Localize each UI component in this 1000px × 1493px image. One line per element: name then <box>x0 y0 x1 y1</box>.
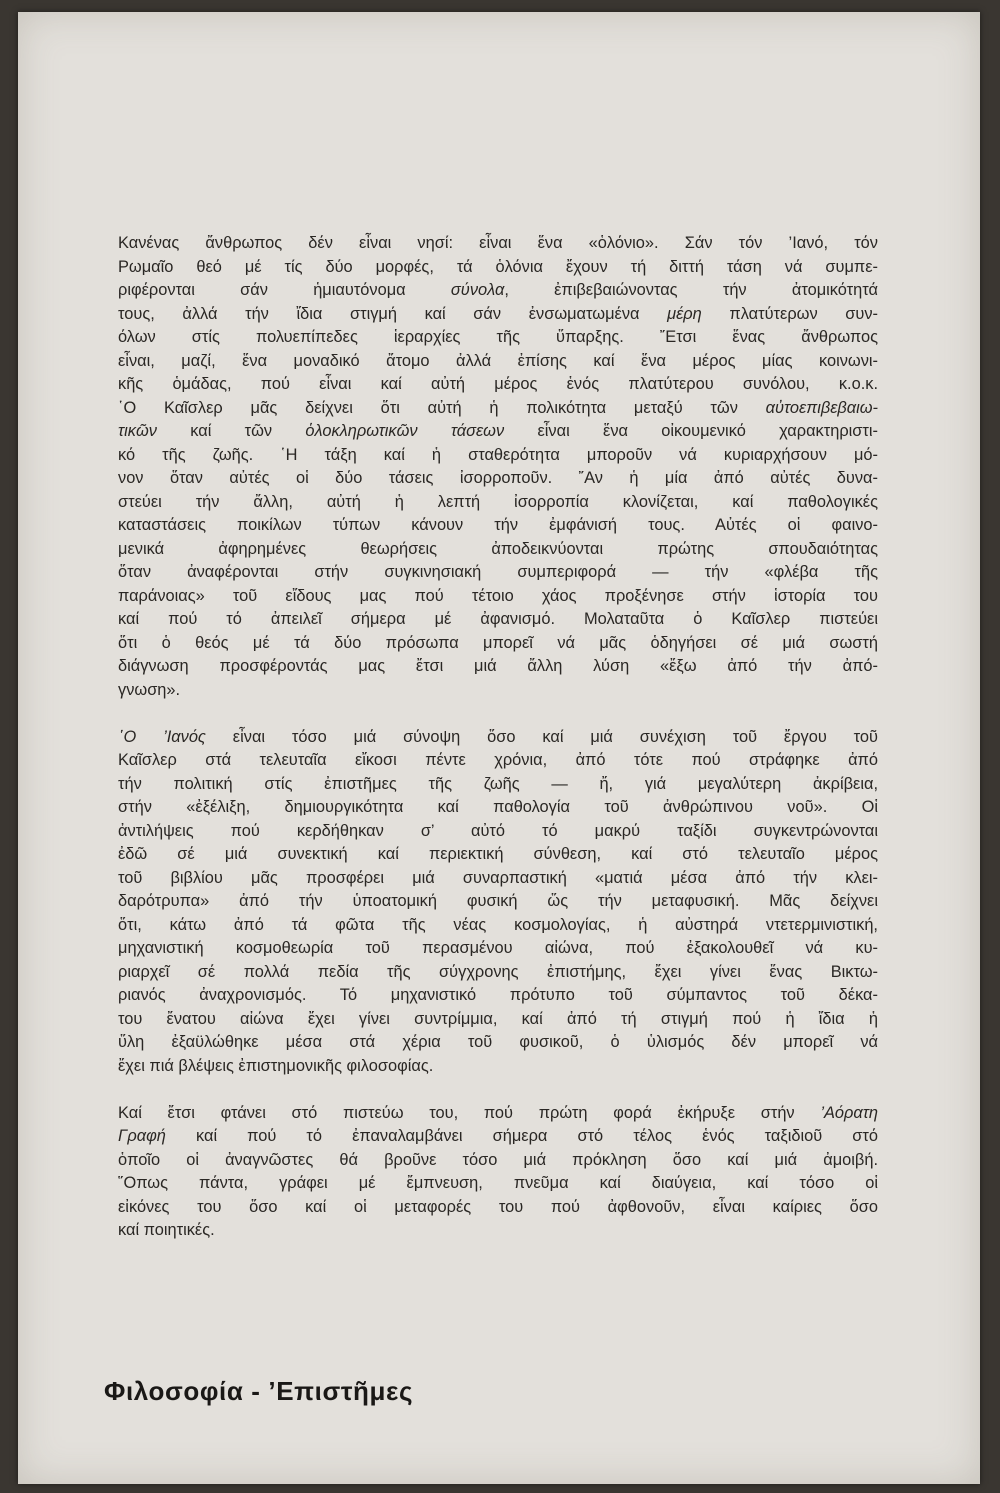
text-segment: στεύει τήν ἄλλη, αὐτή ἡ λεπτή ἰσορροπία κλονίζεται, καί παθολογικές <box>118 492 878 511</box>
text-segment: ὅτι, κάτω ἀπό τά φῶτα τῆς νέας κοσμολογίας, ἡ αὐστηρά ντετερμινιστική, <box>118 915 878 934</box>
text-segment: νον ὅταν αὐτές οἱ δύο τάσεις ἰσορροποῦν. ῎Αν ἡ μία ἀπό αὐτές δυνα- <box>118 469 878 487</box>
text-segment: ῾Ο Καῖσλερ μᾶς δείχνει ὅτι αὐτή ἡ πολικότητα μεταξύ τῶν <box>118 398 766 417</box>
text-segment: Καῖσλερ στά τελευταῖα εἴκοσι πέντε χρόνια, ἀπό τότε πού στράφηκε ἀπό <box>118 751 878 769</box>
text-segment: στήν «ἐξέλιξη, δημιουργικότητα καί παθολογία τοῦ ἀνθρώπινου νοῦ». Οἱ <box>118 798 878 816</box>
text-segment: Κανένας ἄνθρωπος δέν εἶναι νησί: εἶναι ἕνα «ὁλόνιο». Σάν τόν ’Ιανό, τόν <box>118 234 878 252</box>
text-segment: ὅταν ἀναφέρονται στήν συγκινησιακή συμπεριφορά — τήν «φλέβα τῆς <box>118 563 878 581</box>
text-segment: καί ποιητικές. <box>118 1221 215 1239</box>
text-segment: ῞Οπως πάντα, γράφει μέ ἔμπνευση, πνεῦμα καί διαύγεια, καί τόσο οἱ <box>118 1174 878 1192</box>
text-line <box>118 890 878 914</box>
text-line <box>118 561 878 585</box>
text-line <box>118 1031 878 1055</box>
text-line <box>118 232 878 256</box>
text-segment: ἀντιλήψεις πού κερδήθηκαν σ’ αὐτό τό μακρύ ταξίδι συγκεντρώνονται <box>118 821 878 840</box>
text-segment: ὁποῖο οἱ ἀναγνῶστες θά βροῦνε τόσο μιά πρόκληση ὅσο καί μιά ἀμοιβή. <box>118 1150 878 1169</box>
paragraph-3 <box>118 1102 878 1243</box>
text-segment: τοῦ βιβλίου μᾶς προσφέρει μιά συναρπαστική «ματιά μέσα ἀπό τήν κλει- <box>118 868 878 887</box>
italic-text: τικῶν <box>118 422 157 440</box>
text-line <box>118 350 878 374</box>
text-segment: ριανός ἀναχρονισμός. Τό μηχανιστικό πρότυπο τοῦ σύμπαντος τοῦ δέκα- <box>118 986 878 1004</box>
text-line <box>118 937 878 961</box>
text-line <box>118 1102 878 1126</box>
italic-text: ῾Ο ’Ιανός <box>118 727 206 746</box>
blurb-text <box>118 232 878 1243</box>
text-line <box>118 491 878 515</box>
text-line <box>118 679 878 703</box>
text-line <box>118 984 878 1008</box>
text-segment: ἐδῶ σέ μιά συνεκτική καί περιεκτική σύνθεση, καί στό τελευταῖο μέρος <box>118 845 878 863</box>
text-line <box>118 1008 878 1032</box>
text-line <box>118 1172 878 1196</box>
text-line <box>118 1149 878 1173</box>
text-line <box>118 303 878 327</box>
text-line <box>118 397 878 421</box>
text-line <box>118 843 878 867</box>
text-segment: τήν πολιτική στίς ἐπιστῆμες τῆς ζωῆς — ἤ, γιά μεγαλύτερη ἀκρίβεια, <box>118 774 878 793</box>
text-line <box>118 632 878 656</box>
text-line <box>118 796 878 820</box>
text-line <box>118 279 878 303</box>
text-line <box>118 914 878 938</box>
text-segment: μηχανιστική κοσμοθεωρία τοῦ περασμένου αἰώνα, πού ἐξακολουθεῖ νά κυ- <box>118 939 878 957</box>
text-line <box>118 326 878 350</box>
text-line <box>118 749 878 773</box>
paragraph-1 <box>118 232 878 702</box>
text-line <box>118 655 878 679</box>
text-segment: δαρότρυπα» ἀπό τήν ὑποατομική φυσική ὥς τήν μεταφυσική. Μᾶς δείχνει <box>118 892 878 910</box>
text-segment: εἶναι, μαζί, ἕνα μοναδικό ἄτομο ἀλλά ἐπίσης καί ἕνα μέρος μίας κοινωνι- <box>118 351 878 370</box>
italic-text: σύνολα <box>450 281 505 299</box>
paragraph-2 <box>118 726 878 1079</box>
text-line <box>118 867 878 891</box>
text-segment: τους, ἀλλά τήν ἴδια στιγμή καί σάν ἐνσωματωμένα <box>118 304 668 323</box>
italic-text: μέρη <box>667 304 702 323</box>
text-line <box>118 608 878 632</box>
text-segment: καί τῶν <box>156 422 306 440</box>
text-segment: κό τῆς ζωῆς. ῾Η τάξη καί ἡ σταθερότητα μποροῦν νά κυριαρχήσουν μό- <box>118 445 878 464</box>
text-line <box>118 373 878 397</box>
book-back-cover <box>18 12 980 1484</box>
text-segment: Ρωμαῖο θεό μέ τίς δύο μορφές, τά ὁλόνια ἔχουν τή διττή τάση νά συμπε- <box>118 257 878 276</box>
italic-text: αὐτοεπιβεβαιω- <box>765 398 878 417</box>
text-segment: Καί ἔτσι φτάνει στό πιστεύω του, πού πρώτη φορά ἐκήρυξε στήν <box>118 1103 821 1122</box>
text-segment: εἶναι τόσο μιά σύνοψη ὅσο καί μιά συνέχιση τοῦ ἔργου τοῦ <box>205 727 879 746</box>
text-segment: καταστάσεις ποικίλων τύπων κάνουν τήν ἐμφάνισή τους. Αὐτές οἱ φαινο- <box>118 516 878 534</box>
text-segment: ριαρχεῖ σέ πολλά πεδία τῆς σύγχρονης ἐπιστήμης, ἔχει γίνει ἕνας Βικτω- <box>118 962 878 981</box>
italic-text: ’Αόρατη <box>820 1103 878 1122</box>
text-segment: γνωση». <box>118 680 181 699</box>
text-segment: ὕλη ἐξαϋλώθηκε μέσα στά χέρια τοῦ φυσικοῦ, ὁ ὑλισμός δέν μπορεῖ νά <box>118 1033 878 1051</box>
italic-text: ὁλοκληρωτικῶν τάσεων <box>305 422 505 440</box>
text-line <box>118 256 878 280</box>
text-segment: , ἐπιβεβαιώνοντας τήν ἀτομικότητά <box>504 281 878 299</box>
text-line <box>118 585 878 609</box>
text-segment: ριφέρονται σάν ἡμιαυτόνομα <box>118 281 451 299</box>
text-segment: ὅτι ὁ θεός μέ τά δύο πρόσωπα μπορεῖ νά μᾶς ὁδηγήσει σέ μιά σωστή <box>118 633 878 652</box>
text-segment: καί πού τό ἀπειλεῖ σήμερα μέ ἀφανισμό. Μολαταῦτα ὁ Καῖσλερ πιστεύει <box>118 610 878 628</box>
text-line <box>118 820 878 844</box>
text-line <box>118 1125 878 1149</box>
text-line <box>118 1219 878 1243</box>
text-segment: ἔχει πιά βλέψεις ἐπιστημονικῆς φιλοσοφίας. <box>118 1056 434 1075</box>
text-line <box>118 773 878 797</box>
text-segment: καί πού τό ἐπαναλαμβάνει σήμερα στό τέλος ἑνός ταξιδιοῦ στό <box>165 1127 878 1145</box>
text-line <box>118 444 878 468</box>
text-line <box>118 467 878 491</box>
text-line <box>118 1055 878 1079</box>
text-segment: μενικά ἀφηρημένες θεωρήσεις ἀποδεικνύονται πρώτης σπουδαιότητας <box>118 539 878 558</box>
text-line <box>118 961 878 985</box>
text-segment: διάγνωση προσφέροντάς μας ἔτσι μιά ἄλλη λύση «ἔξω ἀπό τήν ἀπό- <box>118 657 878 675</box>
category-label: Φιλοσοφία - ’Επιστῆμες <box>104 1376 414 1406</box>
text-segment: παράνοιας» τοῦ εἴδους μας πού τέτοιο χάος προξένησε στήν ἱστορία του <box>118 586 878 605</box>
italic-text: Γραφή <box>118 1127 166 1145</box>
text-segment: πλατύτερων συν- <box>701 304 879 323</box>
text-segment: εἶναι ἕνα οἰκουμενικό χαρακτηριστι- <box>504 422 878 440</box>
text-line <box>118 514 878 538</box>
text-line <box>118 538 878 562</box>
text-line <box>118 420 878 444</box>
text-segment: του ἔνατου αἰώνα ἔχει γίνει συντρίμμια, καί ἀπό τή στιγμή πού ἡ ἴδια ἡ <box>118 1009 878 1028</box>
text-segment: όλων στίς πολυεπίπεδες ἱεραρχίες τῆς ὕπαρξης. ῎Ετσι ἕνας ἄνθρωπος <box>118 328 878 346</box>
text-segment: κῆς ὁμάδας, πού εἶναι καί αὐτή μέρος ἑνός πλατύτερου συνόλου, κ.ο.κ. <box>118 375 878 393</box>
text-line <box>118 726 878 750</box>
text-segment: εἰκόνες του ὅσο καί οἱ μεταφορές του πού ἀφθονοῦν, εἶναι καίριες ὅσο <box>118 1197 878 1216</box>
text-line <box>118 1196 878 1220</box>
